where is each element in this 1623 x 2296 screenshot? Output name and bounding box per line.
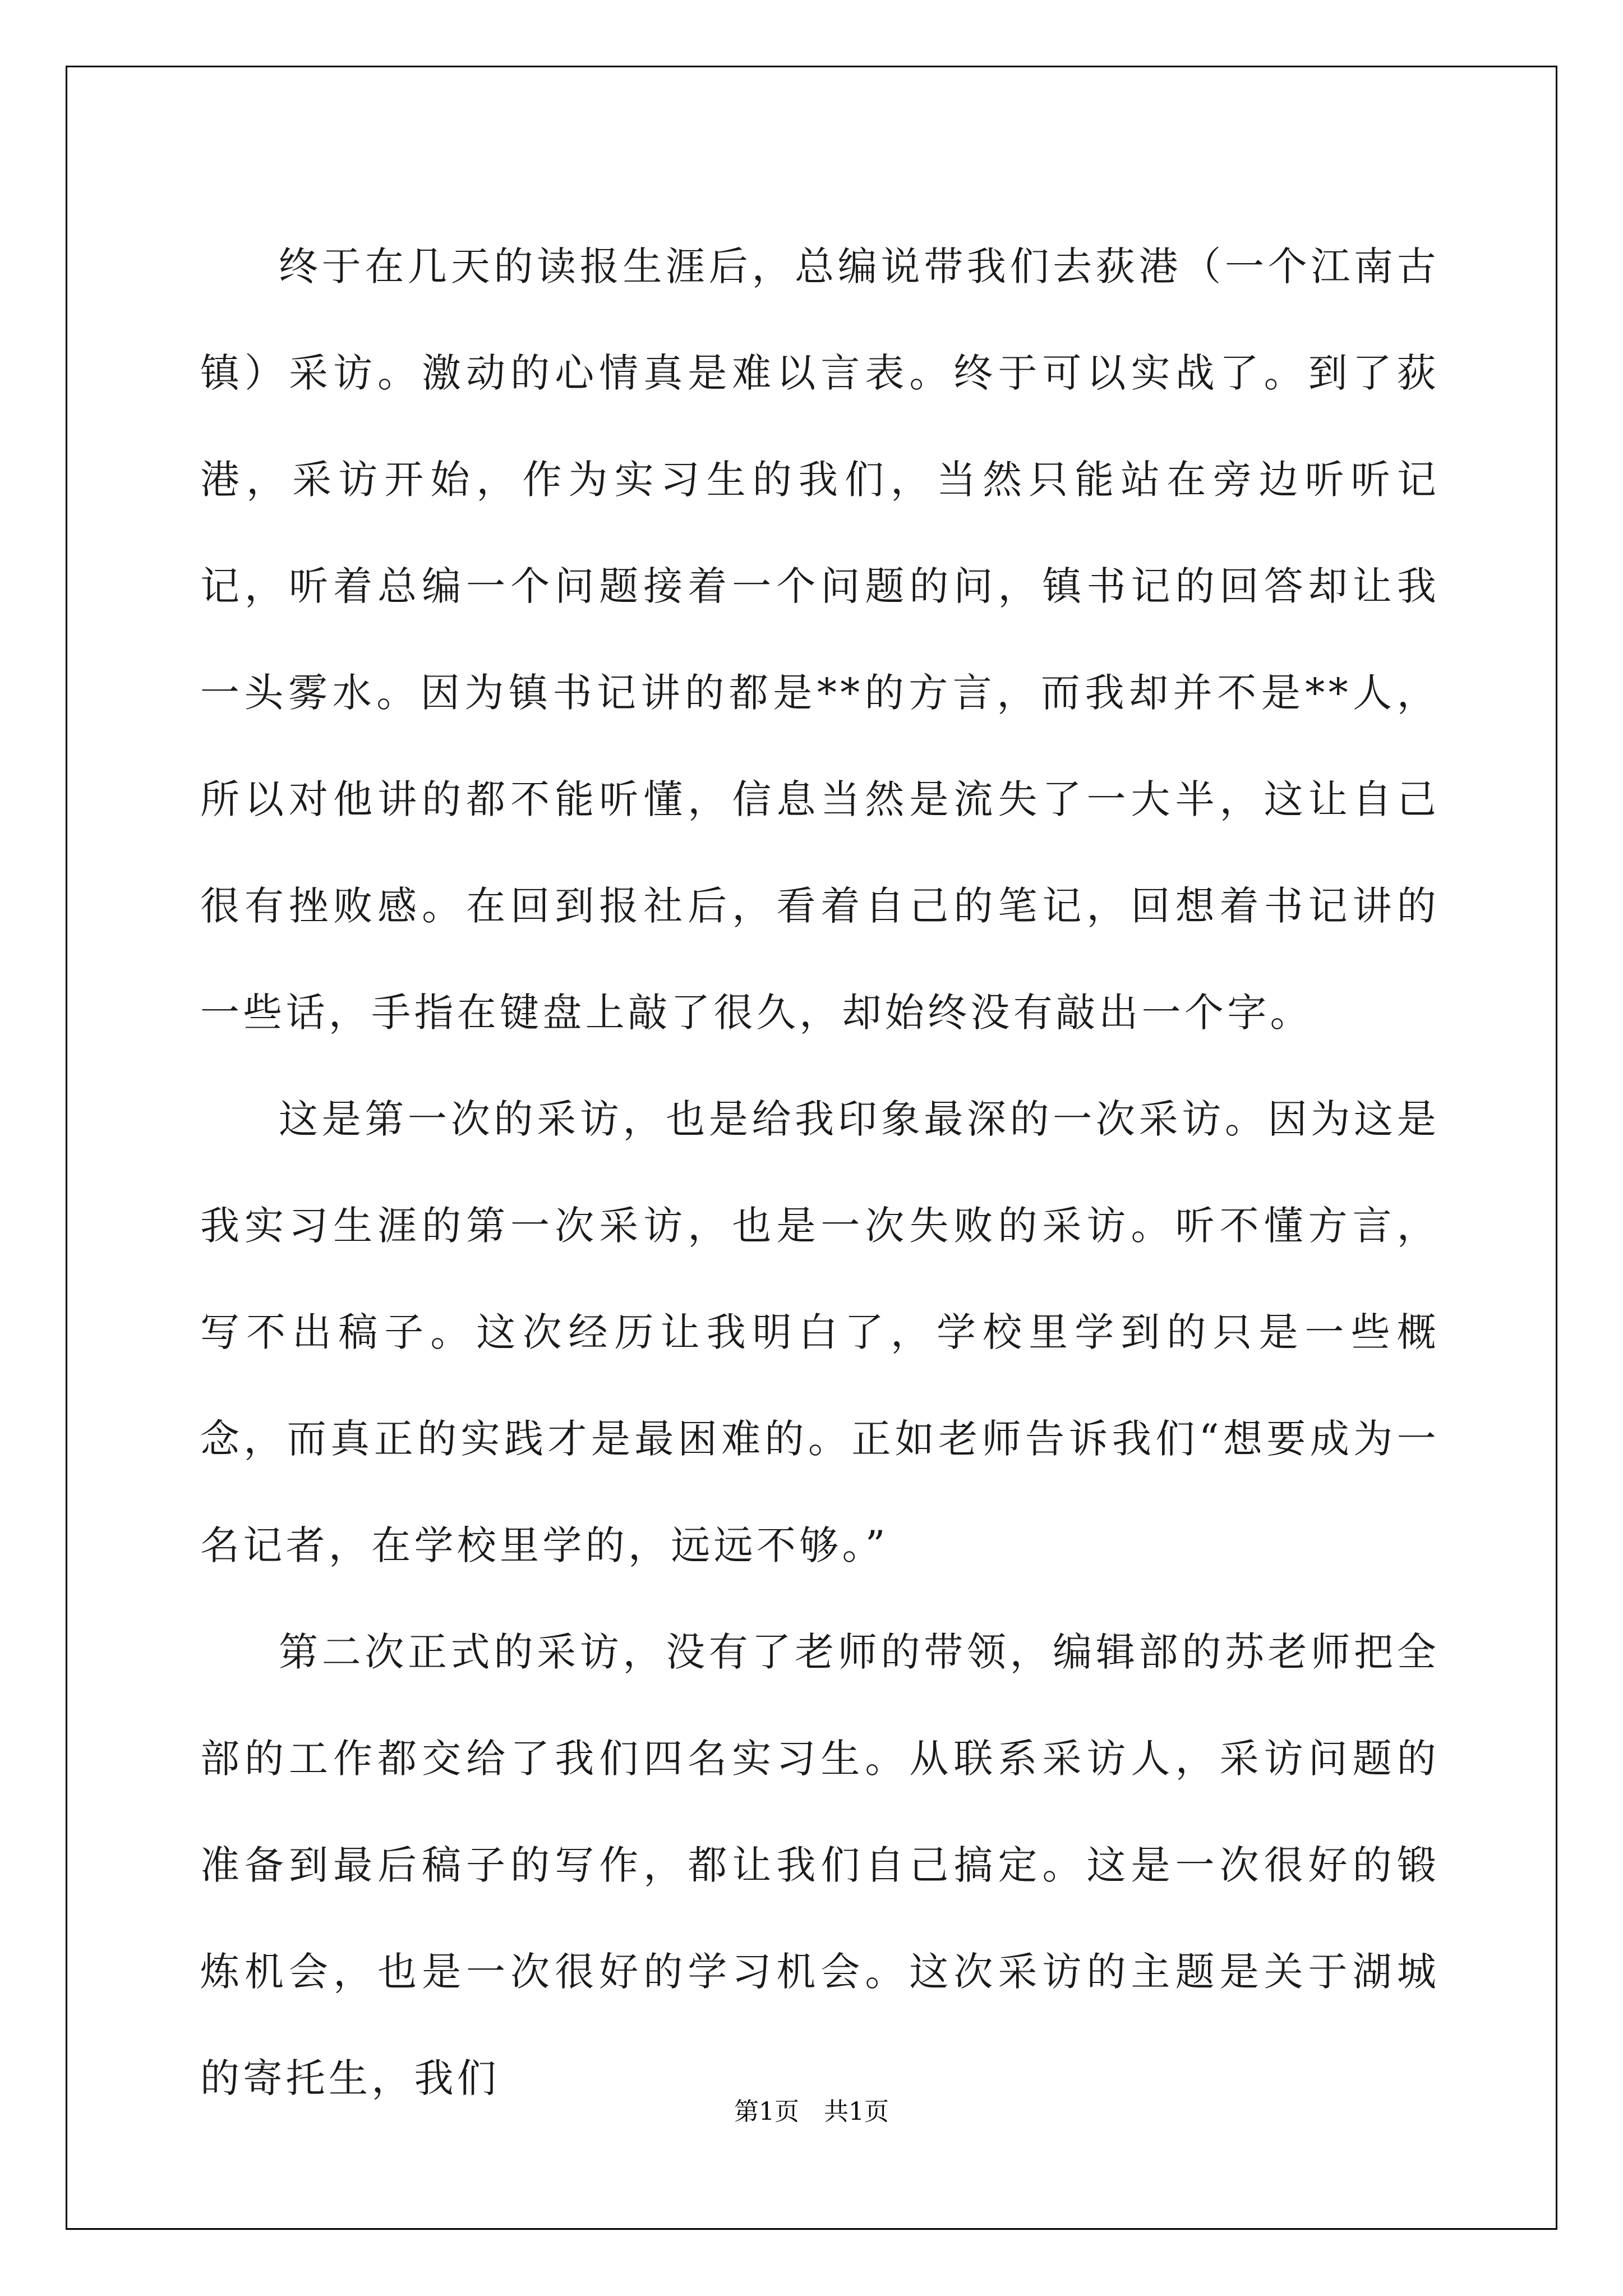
document-body	[200, 213, 1440, 2132]
paragraph-1: 终于在几天的读报生涯后，总编说带我们去荻港（一个江南古镇）采访。激动的心情真是难以言表。终于可以实战了。到了荻港，采访开始，作为实习生的我们，当然只能站在旁边听听记记，听着总编一个问题接着一个问题的问，镇书记的回答却让我一头雾水。因为镇书记讲的都是**的方言，而我却并不是**人，所以对他讲的都不能听懂，信息当然是流失了一大半，这让自己很有挫败感。在回到报社后，看着自己的笔记，回想着书记讲的一些话，手指在键盘上敲了很久，却始终没有敲出一个字。	[200, 243, 1440, 1036]
paragraph-2: 这是第一次的采访，也是给我印象最深的一次采访。因为这是我实习生涯的第一次采访，也是一次失败的采访。听不懂方言，写不出稿子。这次经历让我明白了，学校里学到的只是一些概念，而真正的实践才是最困难的。正如老师告诉我们“想要成为一名记者，在学校里学的，远远不够。”	[200, 1096, 1440, 1568]
paragraph-3: 第二次正式的采访，没有了老师的带领，编辑部的苏老师把全部的工作都交给了我们四名实习生。从联系采访人，采访问题的准备到最后稿子的写作，都让我们自己搞定。这是一次很好的锻炼机会，也是一次很好的学习机会。这次采访的主题是关于湖城的寄托生，我们	[200, 1629, 1440, 2101]
page-footer: 第1页 共1页	[734, 2097, 889, 2126]
